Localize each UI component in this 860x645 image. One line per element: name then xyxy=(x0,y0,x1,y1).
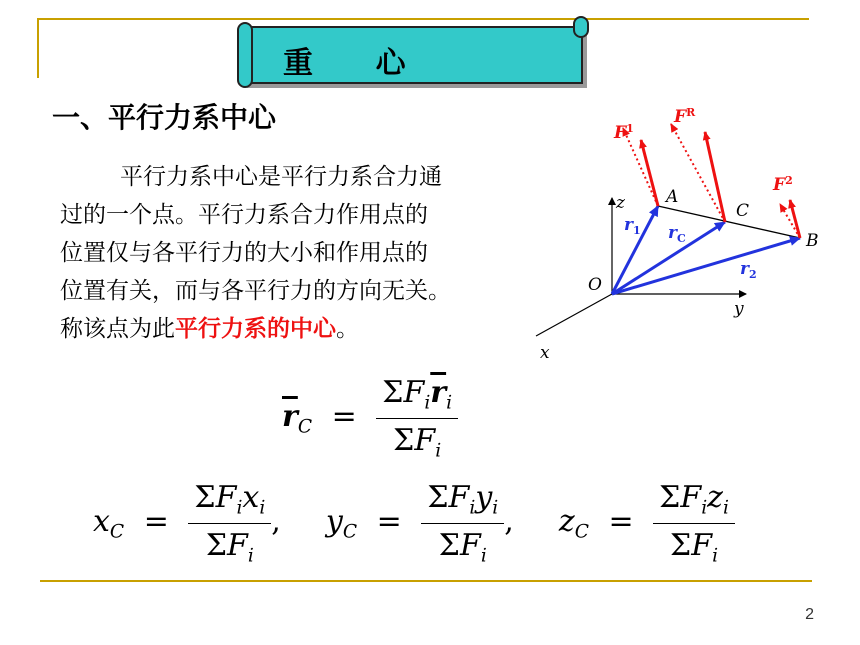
rC-label: r xyxy=(668,223,677,243)
formula-coordinates: $x_C$ = $\frac{\Sigma F_ix_i}{\Sigma F_i}$ , $y_C$ = $\frac{\Sigma F_iy_i}{\Sigma F_i}$ , $z_C$ = $\frac{\Sigma F_iz_i}{\Sigma F_i}$ xyxy=(93,480,735,566)
paragraph-line-5: 称该点为此平行力系的中心。 xyxy=(60,316,359,342)
point-A-label: A xyxy=(666,187,679,207)
F2-label: F xyxy=(773,175,786,195)
FR-label: F xyxy=(674,107,687,127)
F2-arrow xyxy=(790,200,800,238)
svg-text:r2: $r_2$ xyxy=(740,259,757,281)
F1-dotted-guide xyxy=(623,128,658,206)
top-left-vertical-rule xyxy=(37,18,39,78)
F1-label: F xyxy=(614,123,627,143)
point-B-label: B xyxy=(806,231,819,251)
scroll-left-curl xyxy=(237,22,253,88)
r1-label: r xyxy=(624,215,633,235)
page-title: 重 心 xyxy=(283,46,406,81)
origin-O-label: O xyxy=(588,275,602,295)
svg-text:F1: $F^1$ xyxy=(614,122,634,143)
svg-text:rC: $r_C$ xyxy=(668,223,686,245)
x-axis xyxy=(536,294,612,336)
FR-arrow xyxy=(705,132,725,222)
paragraph-line-2: 过的一个点。平行力系合力作用点的 xyxy=(60,202,428,228)
svg-text:r1: $r_1$ xyxy=(624,215,641,237)
top-rule xyxy=(37,18,809,20)
FR-dotted-guide xyxy=(671,124,725,222)
formula-position-vector: $\overline{r}_C$ = $\frac{\Sigma F_i\overline{r}_i}{\Sigma F_i}$ xyxy=(282,375,458,461)
z-axis-label: z xyxy=(616,193,625,213)
svg-text:FR: $F^R$ xyxy=(674,106,696,127)
force-diagram xyxy=(528,100,828,370)
y-axis-label: y xyxy=(734,299,744,319)
paragraph-line-4: 位置有关，而与各平行力的方向无关。 xyxy=(60,278,451,304)
r2-vector xyxy=(612,238,800,294)
highlight-term: 平行力系的中心 xyxy=(175,316,336,342)
section-heading: 一、平行力系中心 xyxy=(52,101,277,134)
title-banner xyxy=(243,26,583,84)
scroll-right-curl xyxy=(573,16,589,38)
x-axis-label: x xyxy=(540,343,550,363)
paragraph-line-1: 平行力系中心是平行力系合力通 xyxy=(120,164,442,190)
svg-text:F2: $F^2$ xyxy=(773,174,793,195)
bottom-rule xyxy=(40,580,812,582)
definition-paragraph xyxy=(60,158,540,348)
point-C-label: C xyxy=(736,201,750,221)
r2-label: r xyxy=(740,259,749,279)
page-number: 2 xyxy=(805,606,814,623)
paragraph-line-3: 位置仅与各平行力的大小和作用点的 xyxy=(60,240,428,266)
